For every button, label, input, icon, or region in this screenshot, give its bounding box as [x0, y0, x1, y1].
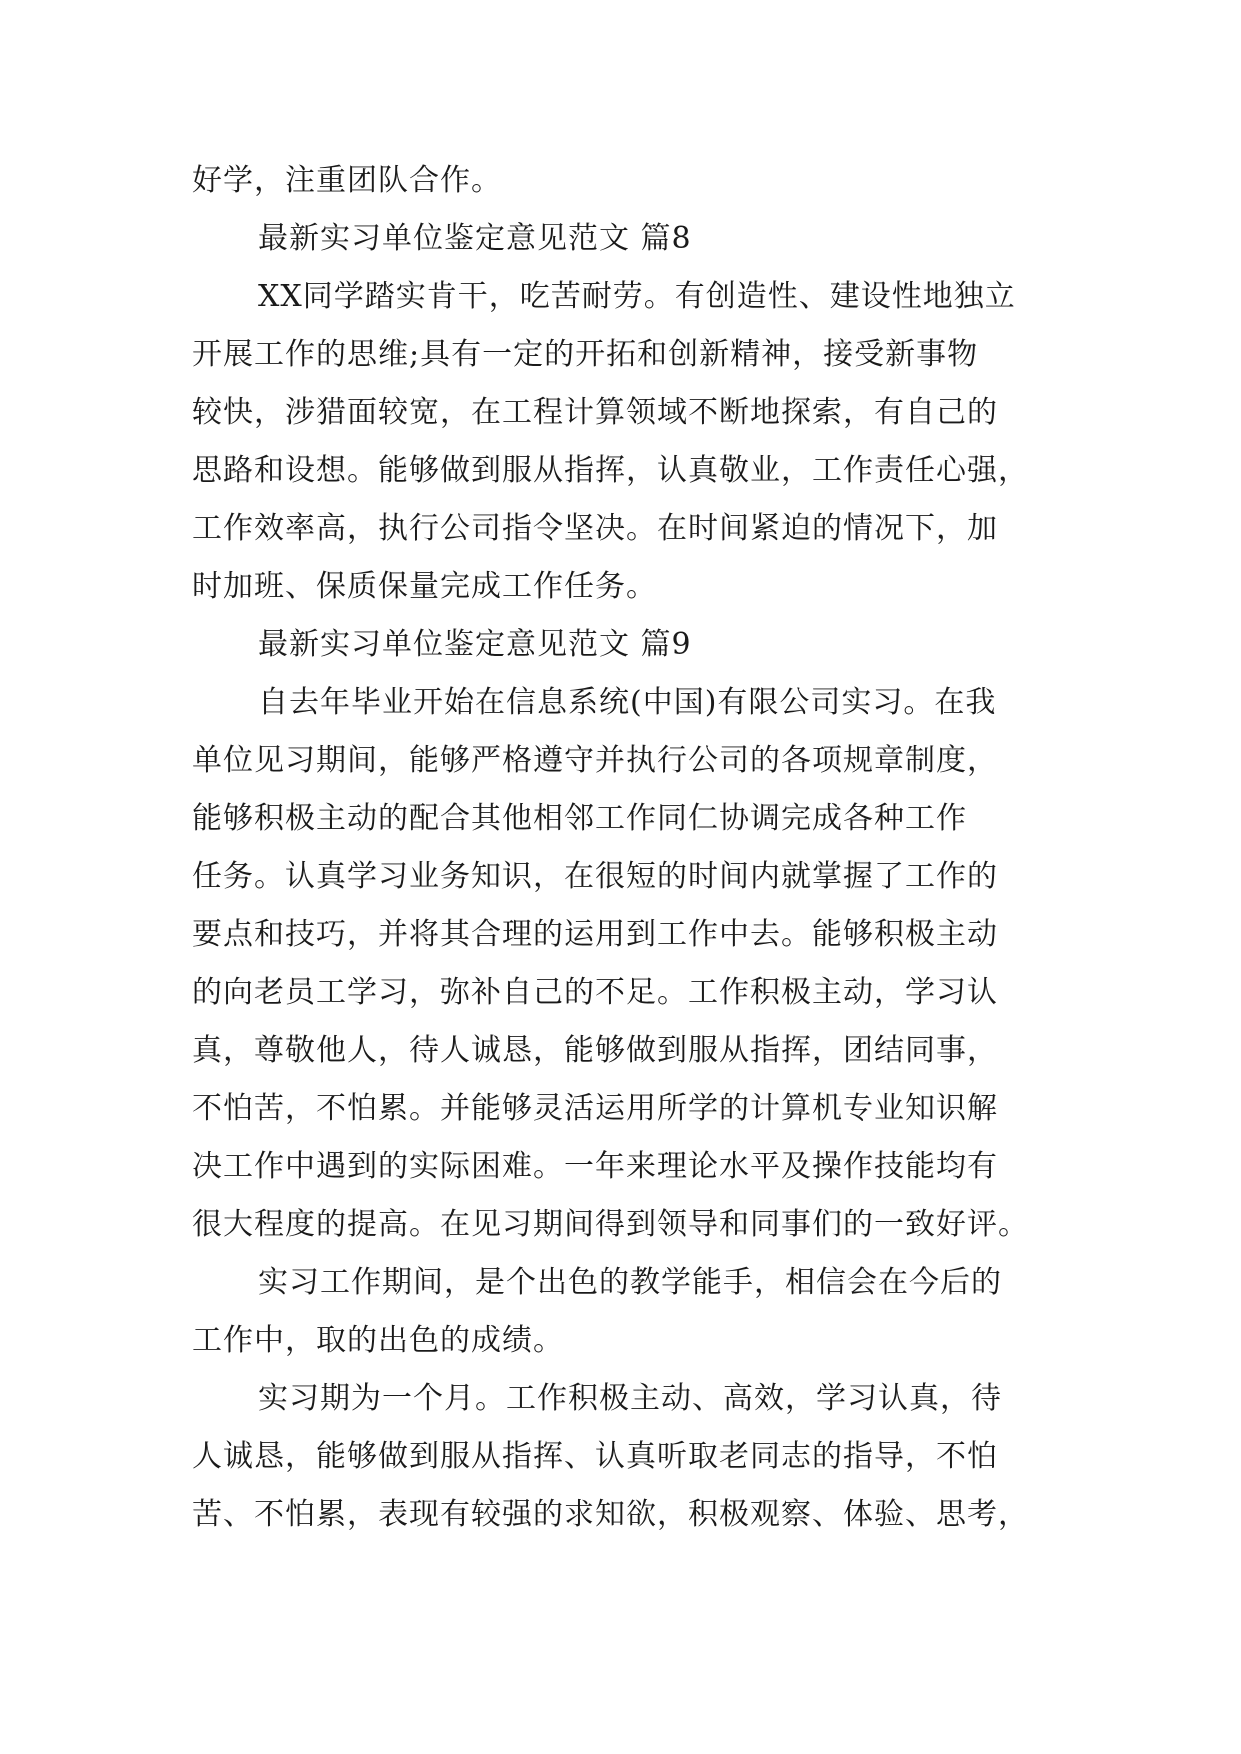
body-text-line: 决工作中遇到的实际困难。一年来理论水平及操作技能均有	[192, 1149, 998, 1184]
document-body	[192, 152, 1052, 1544]
section-heading-8: 最新实习单位鉴定意见范文 篇8	[258, 221, 692, 256]
body-text-line: 很大程度的提高。在见习期间得到领导和同事们的一致好评。	[192, 1207, 1029, 1242]
body-text-line: 单位见习期间，能够严格遵守并执行公司的各项规章制度，	[192, 743, 998, 778]
body-text-line: XX同学踏实肯干，吃苦耐劳。有创造性、建设性地独立	[258, 279, 1016, 314]
body-text-line: 工作效率高，执行公司指令坚决。在时间紧迫的情况下，加	[192, 511, 998, 546]
section-heading-9: 最新实习单位鉴定意见范文 篇9	[258, 627, 692, 662]
body-text-line: 开展工作的思维;具有一定的开拓和创新精神，接受新事物	[192, 337, 979, 372]
body-text-line: 人诚恳，能够做到服从指挥、认真听取老同志的指导，不怕	[192, 1439, 998, 1474]
body-text-line: 不怕苦，不怕累。并能够灵活运用所学的计算机专业知识解	[192, 1091, 998, 1126]
body-text-line: 真，尊敬他人，待人诚恳，能够做到服从指挥，团结同事，	[192, 1033, 998, 1068]
body-text-line: 能够积极主动的配合其他相邻工作同仁协调完成各种工作	[192, 801, 967, 836]
body-text-line: 的向老员工学习，弥补自己的不足。工作积极主动，学习认	[192, 975, 998, 1010]
body-text-line: 要点和技巧，并将其合理的运用到工作中去。能够积极主动	[192, 917, 998, 952]
body-text-line: 任务。认真学习业务知识，在很短的时间内就掌握了工作的	[192, 859, 998, 894]
body-text-line: 实习期为一个月。工作积极主动、高效，学习认真，待	[258, 1381, 1002, 1416]
body-text-line: 思路和设想。能够做到服从指挥，认真敬业，工作责任心强，	[192, 453, 1029, 488]
body-text-line: 时加班、保质保量完成工作任务。	[192, 569, 657, 604]
body-text-line: 工作中，取的出色的成绩。	[192, 1323, 564, 1358]
body-text-line: 好学，注重团队合作。	[192, 163, 502, 198]
body-text-line: 自去年毕业开始在信息系统(中国)有限公司实习。在我	[258, 685, 997, 720]
body-text-line: 实习工作期间，是个出色的教学能手，相信会在今后的	[258, 1265, 1002, 1300]
body-text-line: 苦、不怕累，表现有较强的求知欲，积极观察、体验、思考，	[192, 1497, 1029, 1532]
body-text-line: 较快，涉猎面较宽，在工程计算领域不断地探索，有自己的	[192, 395, 998, 430]
